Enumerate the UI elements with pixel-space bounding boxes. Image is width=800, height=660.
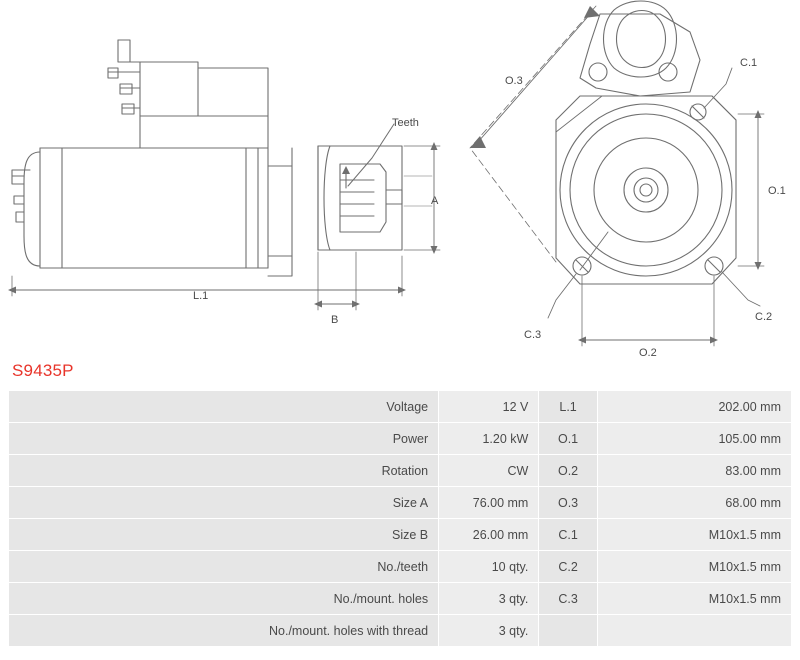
end-view-drawing bbox=[470, 1, 764, 346]
label-teeth: Teeth bbox=[392, 117, 419, 129]
spec-value: 12 V bbox=[439, 391, 539, 423]
dim-value: 202.00 mm bbox=[597, 391, 791, 423]
dim-value: 68.00 mm bbox=[597, 487, 791, 519]
spec-value: 3 qty. bbox=[439, 615, 539, 647]
spec-label: Rotation bbox=[9, 455, 439, 487]
table-row bbox=[9, 583, 792, 615]
spec-value: 26.00 mm bbox=[439, 519, 539, 551]
side-view-drawing bbox=[8, 40, 440, 310]
label-b: B bbox=[331, 314, 339, 326]
spec-value: 76.00 mm bbox=[439, 487, 539, 519]
table-row bbox=[9, 423, 792, 455]
dim-label-empty bbox=[539, 615, 597, 647]
label-c2: C.2 bbox=[755, 311, 773, 323]
dim-value-empty bbox=[597, 615, 791, 647]
label-c3: C.3 bbox=[524, 329, 542, 341]
spec-label: Voltage bbox=[9, 391, 439, 423]
spec-value: 10 qty. bbox=[439, 551, 539, 583]
dim-value: 105.00 mm bbox=[597, 423, 791, 455]
label-o2: O.2 bbox=[639, 347, 657, 359]
label-c1: C.1 bbox=[740, 57, 758, 69]
table-row bbox=[9, 551, 792, 583]
spec-value: 1.20 kW bbox=[439, 423, 539, 455]
spec-value: CW bbox=[439, 455, 539, 487]
table-row bbox=[9, 519, 792, 551]
dim-label: L.1 bbox=[539, 391, 597, 423]
dim-label: O.1 bbox=[539, 423, 597, 455]
specifications-table bbox=[8, 390, 792, 647]
dim-value: 83.00 mm bbox=[597, 455, 791, 487]
table-row bbox=[9, 455, 792, 487]
part-number: S9435P bbox=[12, 361, 74, 380]
label-o1: O.1 bbox=[768, 185, 786, 197]
dim-value: M10x1.5 mm bbox=[597, 551, 791, 583]
spec-label: Size B bbox=[9, 519, 439, 551]
spec-label: Power bbox=[9, 423, 439, 455]
label-l1: L.1 bbox=[193, 290, 209, 302]
table-row bbox=[9, 615, 792, 647]
spec-label: No./mount. holes bbox=[9, 583, 439, 615]
table-row bbox=[9, 391, 792, 423]
table-row bbox=[9, 487, 792, 519]
dim-label: C.2 bbox=[539, 551, 597, 583]
dim-label: C.1 bbox=[539, 519, 597, 551]
spec-label: No./mount. holes with thread bbox=[9, 615, 439, 647]
spec-label: No./teeth bbox=[9, 551, 439, 583]
spec-label: Size A bbox=[9, 487, 439, 519]
dim-value: M10x1.5 mm bbox=[597, 583, 791, 615]
dim-label: C.3 bbox=[539, 583, 597, 615]
label-o3: O.3 bbox=[505, 75, 523, 87]
dim-value: M10x1.5 mm bbox=[597, 519, 791, 551]
spec-value: 3 qty. bbox=[439, 583, 539, 615]
label-a: A bbox=[431, 195, 439, 207]
dim-label: O.3 bbox=[539, 487, 597, 519]
dim-label: O.2 bbox=[539, 455, 597, 487]
